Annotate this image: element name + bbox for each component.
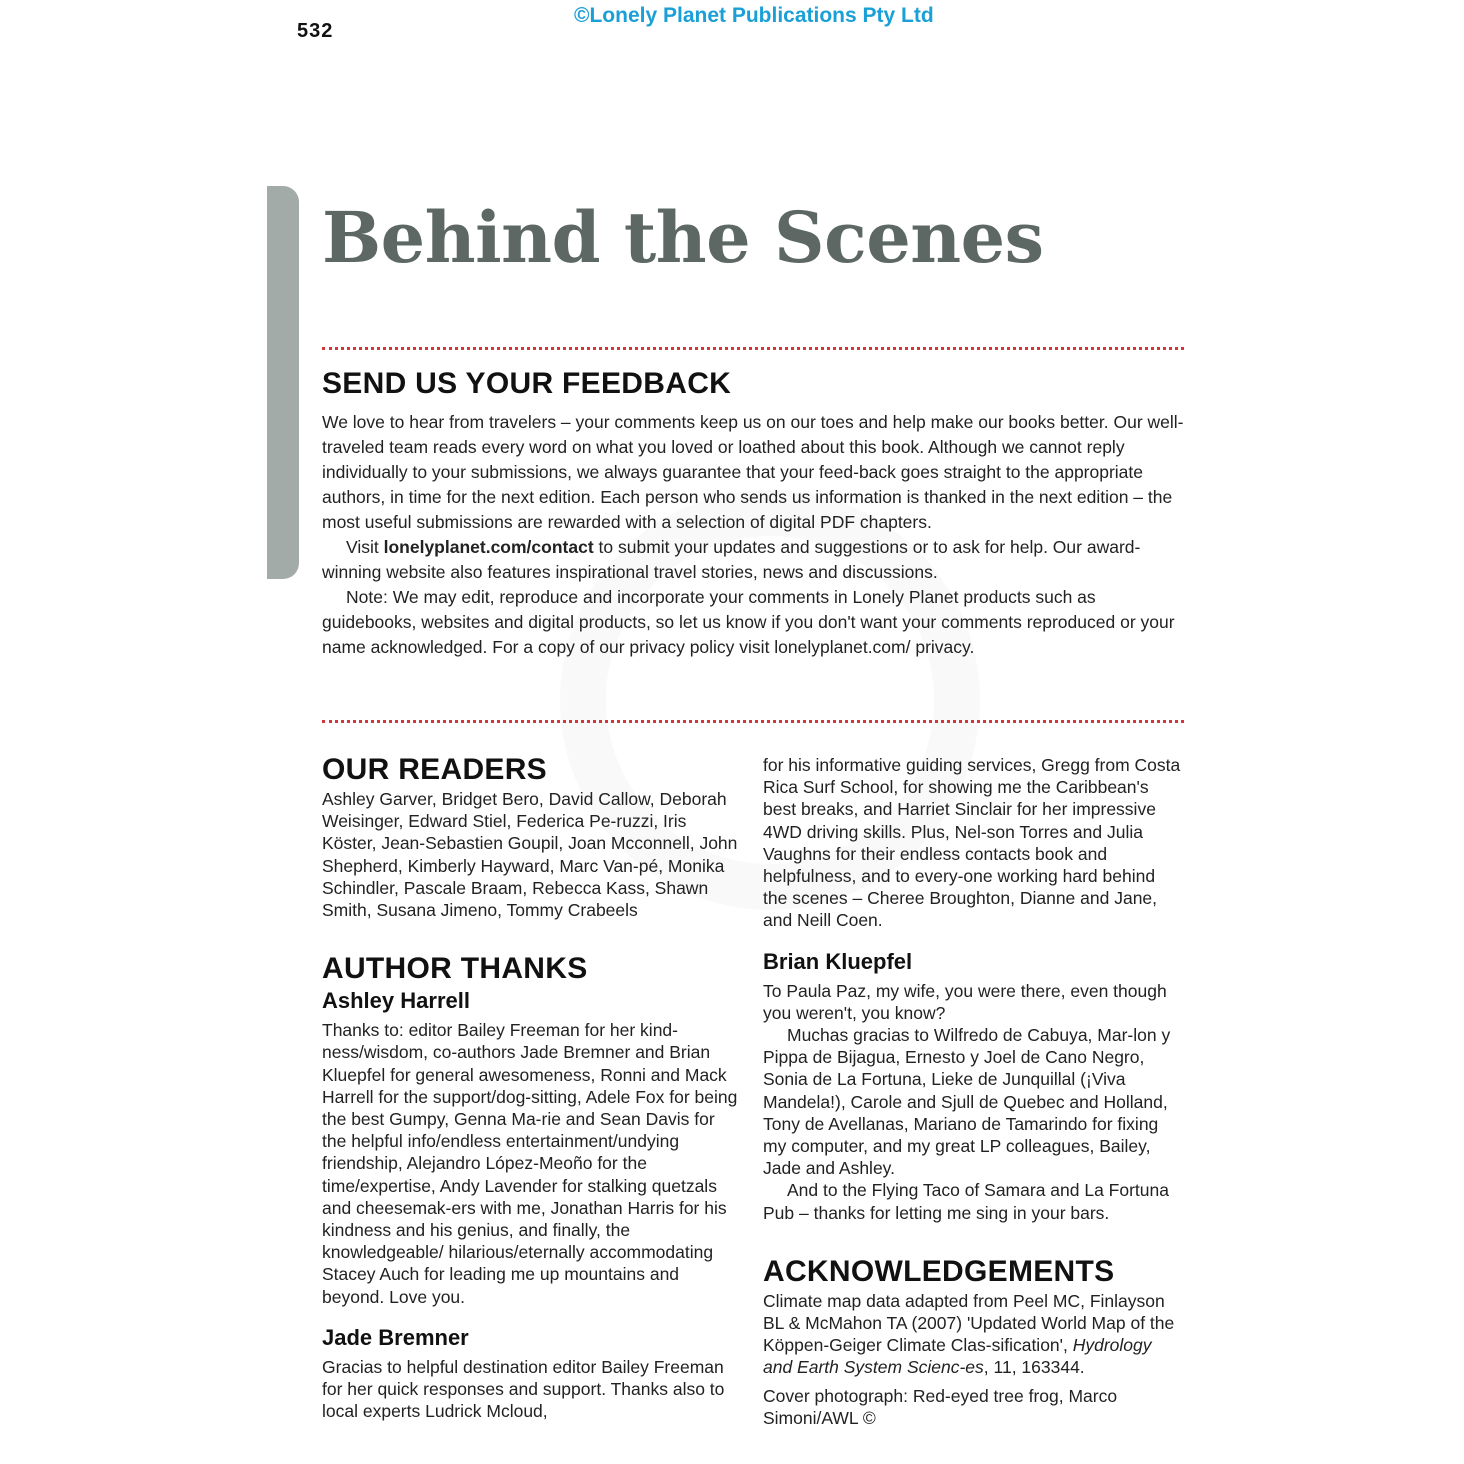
divider-middle xyxy=(322,720,1184,723)
divider-top xyxy=(322,347,1184,350)
feedback-paragraph-1: We love to hear from travelers – your comments keep us on our toes and help make our books better. Our well-traveled team reads every word on what you loved or loathed about this book. Although we cannot reply individually to your submissions, we always guarantee that your feed-back goes straight to the appropriate authors, in time for the next edition. Each person who sends us information is thanked in the next edition – the most useful submissions are rewarded with a selection of digital PDF chapters. xyxy=(322,412,1184,532)
cover-photo-credit: Cover photograph: Red-eyed tree frog, Marco Simoni/AWL © xyxy=(763,1385,1118,1428)
jade-bremner-thanks-continued: for his informative guiding services, Gregg from Costa Rica Surf School, for showing me the Caribbean's best breaks, and Harriet Sinclair for her impressive 4WD driving skills. Plus, Nel-son Torres and Julia Vaughns for their endless contacts book and helpfulness, and to every-one working hard behind the scenes – Cheree Broughton, Dianne and Jane, and Neill Coen. xyxy=(763,755,1181,931)
jade-bremner-thanks: Gracias to helpful destination editor Bailey Freeman for her quick responses and support. Thanks also to local experts Ludrick Mcloud, xyxy=(322,1356,725,1422)
brian-kluepfel-para-2: Muchas gracias to Wilfredo de Cabuya, Mar-lon y Pippa de Bijagua, Ernesto y Joel de Cano Negro, Sonia de La Fortuna, Lieke de Junquillal (¡Viva Mandela!), Carole and Sjull de Quebec and Holland, Tony de Avellanas, Mariano de Tamarindo for fixing my computer, and my great LP colleagues, Bailey, Jade and Ashley. xyxy=(763,1025,1171,1179)
ashley-harrell-thanks: Thanks to: editor Bailey Freeman for her kind-ness/wisdom, co-authors Jade Bremner and Brian Kluepfel for general awesomeness, Ronni and Mack Harrell for the support/dog-sitting, Adele Fox for being the best Gumpy, Genna Ma-rie and Sean Davis for the helpful info/endless entertainment/undying friendship, Alejandro López-Meoño for the time/expertise, Andy Lavender for stalking quetzals and cheesemak-ers with me, Jonathan Harris for his kindness and his genius, and finally, the knowledgeable/ hilarious/eternally accommodating Stacey Auch for leading me up mountains and beyond. Love you. xyxy=(322,1020,738,1307)
readers-list: Ashley Garver, Bridget Bero, David Callow, Deborah Weisinger, Edward Stiel, Federica Pe-ruzzi, Iris Köster, Jean-Sebastien Goupil, Joan Mcconnell, John Shepherd, Kimberly Hayward, Marc Van-pé, Monika Schindler, Pascale Braam, Rebecca Kass, Shawn Smith, Susana Jimeno, Tommy Crabeels xyxy=(322,789,738,921)
brian-kluepfel-para-1: To Paula Paz, my wife, you were there, even though you weren't, you know? xyxy=(763,980,1167,1023)
feedback-paragraph-3: Note: We may edit, reproduce and incorporate your comments in Lonely Planet products such as guidebooks, websites and digital products, so let us know if you don't want your comments reproduced or your name acknowledged. For a copy of our privacy policy visit lonelyplanet.com/ privacy. xyxy=(322,587,1175,657)
jade-bremner-name: Jade Bremner xyxy=(322,1324,469,1350)
feedback-section xyxy=(322,366,1184,660)
brian-kluepfel-para-3: And to the Flying Taco of Samara and La Fortuna Pub – thanks for letting me sing in your bars. xyxy=(763,1180,1169,1223)
readers-heading: OUR READERS xyxy=(322,753,547,786)
left-column xyxy=(322,752,742,1422)
climate-credit xyxy=(763,1290,1183,1379)
feedback-visit-suffix: to submit your updates and suggestions or to ask for help. Our award-winning website also features inspirational travel stories, news and discussions. xyxy=(322,537,1141,582)
climate-journal: Hydrology and Earth System Scienc-es xyxy=(763,1335,1152,1378)
feedback-visit-text: Visit xyxy=(346,537,384,557)
right-column xyxy=(763,754,1183,1429)
author-thanks-heading: AUTHOR THANKS xyxy=(322,952,588,986)
climate-credit-suffix: , 11, 163344. xyxy=(983,1357,1085,1378)
feedback-heading: SEND US YOUR FEEDBACK xyxy=(322,367,732,400)
feedback-paragraph-2 xyxy=(322,535,1184,585)
chapter-title: Behind the Scenes xyxy=(322,196,1044,279)
climate-credit-text: Climate map data adapted from Peel MC, Finlayson BL & McMahon TA (2007) 'Updated World Map of the Köppen-Geiger Climate Clas-sification', xyxy=(763,1290,1175,1356)
contact-link[interactable]: lonelyplanet.com/contact xyxy=(383,537,594,557)
chapter-side-tab xyxy=(267,186,299,579)
page-number: 532 xyxy=(297,20,334,42)
copyright-notice: ©Lonely Planet Publications Pty Ltd xyxy=(574,4,934,27)
brian-kluepfel-name: Brian Kluepfel xyxy=(763,948,913,974)
ashley-harrell-name: Ashley Harrell xyxy=(322,988,470,1014)
acknowledgements-heading: ACKNOWLEDGEMENTS xyxy=(763,1254,1115,1288)
